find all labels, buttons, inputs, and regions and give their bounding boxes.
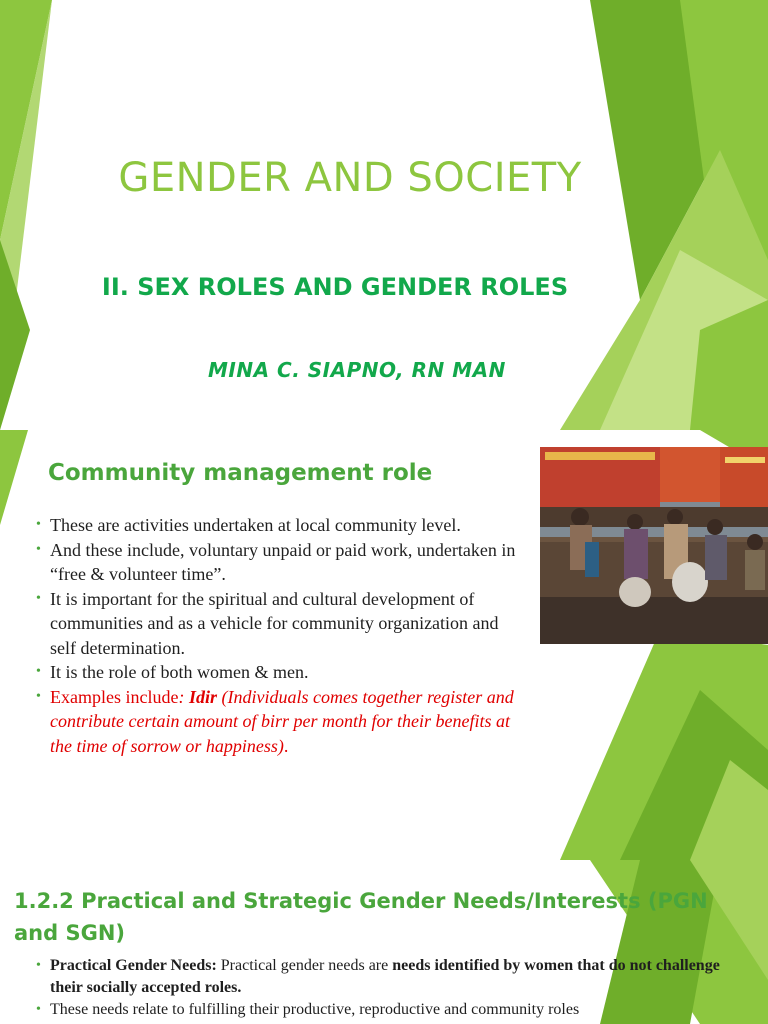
street-scene-photo [540, 447, 768, 644]
list-item-text: These are activities undertaken at local community level. [50, 515, 461, 535]
list-item: • Practical Gender Needs: Practical gender needs are needs identified by women that do not challenge their socially accepted roles. [36, 957, 720, 996]
slide-heading: 1.2.2 Practical and Strategic Gender Needs/Interests (PGN and SGN) [14, 889, 708, 945]
slide-heading: Community management role [48, 460, 433, 486]
gender-needs-slide [0, 860, 768, 1024]
list-item: • These are activities undertaken at local community level. [36, 515, 461, 535]
example-prefix: Examples include [50, 686, 179, 707]
author-name: MINA C. SIAPNO, RN MAN [208, 358, 506, 382]
list-item: • These needs relate to fulfilling their productive, reproductive and community roles [36, 1001, 580, 1018]
list-item: • It is the role of both women & men. [36, 662, 309, 682]
list-item: • And these include, voluntary unpaid or paid work, undertaken in “free & volunteer time”. [36, 539, 516, 584]
example-end: . [283, 735, 289, 756]
list-item: • It is important for the spiritual and cultural development of communities and as a vehicle for community organization and self determination. [36, 588, 499, 658]
list-item-text: These needs relate to fulfilling their productive, reproductive and community roles [50, 1001, 580, 1018]
example-detail: (Individuals comes together register and contribute certain amount of birr per month for their benefits at the time of sorrow or happiness) [50, 686, 514, 756]
list-item-text: It is the role of both women & men. [50, 662, 309, 682]
community-role-slide [0, 430, 768, 860]
example-colon: : [178, 686, 189, 707]
bullet-list [36, 513, 516, 758]
presentation-title: GENDER AND SOCIETY [118, 155, 582, 201]
example-item: • Examples include: Idir (Individuals comes together register and contribute certain amount of birr per month for their benefits at the time of sorrow or happiness). [36, 686, 514, 756]
term-label: Practical Gender Needs: [50, 957, 217, 974]
example-term: Idir [188, 686, 217, 707]
list-item-text: And these include, voluntary unpaid or paid work, undertaken in “free & volunteer time”. [50, 539, 516, 584]
presentation-subtitle: II. SEX ROLES AND GENDER ROLES [101, 273, 569, 301]
bullet-list [36, 955, 736, 1021]
list-item-text: Practical gender needs are [216, 957, 393, 974]
list-item-text: It is important for the spiritual and cultural development of communities and as a vehicle for community organization and self determination. [50, 588, 499, 658]
title-slide [0, 0, 768, 430]
list-item-bold: needs identified by women that do not challenge their socially accepted roles. [50, 957, 720, 996]
